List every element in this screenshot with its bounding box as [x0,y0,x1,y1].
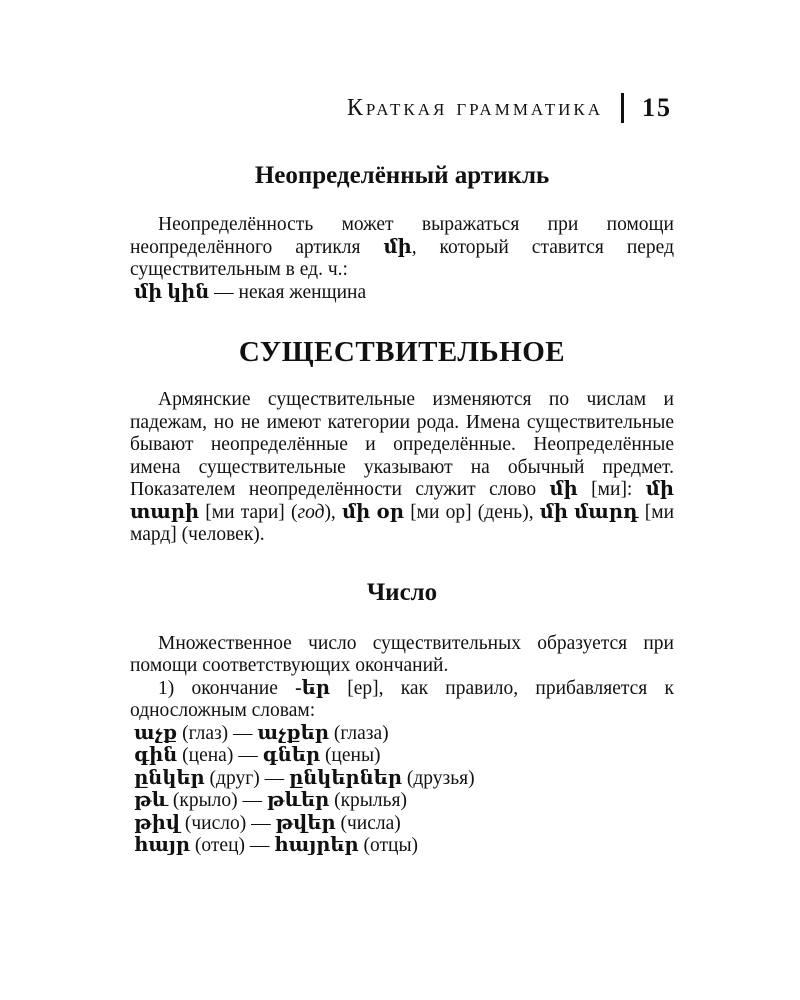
paragraph-noun: Армянские существительные изменяются по числам и падежам, но не имеют категории рода. Имена существительные бывают неопределённые и определённые. Неопределённые имена существительные указывают на обычный предмет. Показателем неопределённости служит слово մի [ми]: մի տարի [ми тари] (год), մի օր [ми ор] (день), մի մարդ [ми мард] (человек). [130,389,675,545]
plural-example: թիվ (число) — թվեր (числа) [134,812,401,834]
example-line: մի կին — некая женщина [134,281,367,303]
armenian-example: մի օր [341,501,405,523]
plural-example: թև (крыло) — թևեր (крылья) [134,790,407,811]
armenian-example: մի կին [134,281,210,303]
plural-example: հայր (отец) — հայրեր (отцы) [134,835,419,856]
armenian-word: մի [549,479,578,500]
section-heading-number: Число [366,578,438,606]
paragraph-rule: 1) окончание -եր [ер], как правило, прибавляется к односложным словам: [130,677,674,721]
plural-examples-list [130,723,674,858]
armenian-example: մի մարդ [539,501,639,523]
gloss-italic: год [297,501,325,523]
running-header [347,88,672,128]
plural-example: աչք (глаз) — աչքեր (глаза) [134,722,389,744]
section-heading-noun: СУЩЕСТВИТЕЛЬНОЕ [238,336,566,368]
running-title: Краткая грамматика [346,94,603,121]
page-content [130,158,674,858]
paragraph-plural: Множественное число существительных образуется при помощи соответствующих окончаний. [130,632,674,676]
page-number: 15 [642,93,672,122]
plural-example: ընկեր (друг) — ընկերներ (друзья) [134,767,475,789]
armenian-suffix: -եր [295,677,330,699]
plural-example: գին (цена) — գներ (цены) [134,745,381,766]
section-heading-indefinite-article: Неопределённый артикль [254,162,550,189]
armenian-word: մի [383,236,412,258]
header-divider [621,93,624,123]
armenian-example: մի տարի [130,479,675,523]
paragraph-indefinite-article: Неопределённость может выражаться при помощи неопределённого артикля մի, который ставится перед существительным в ед. ч.: [130,214,674,280]
